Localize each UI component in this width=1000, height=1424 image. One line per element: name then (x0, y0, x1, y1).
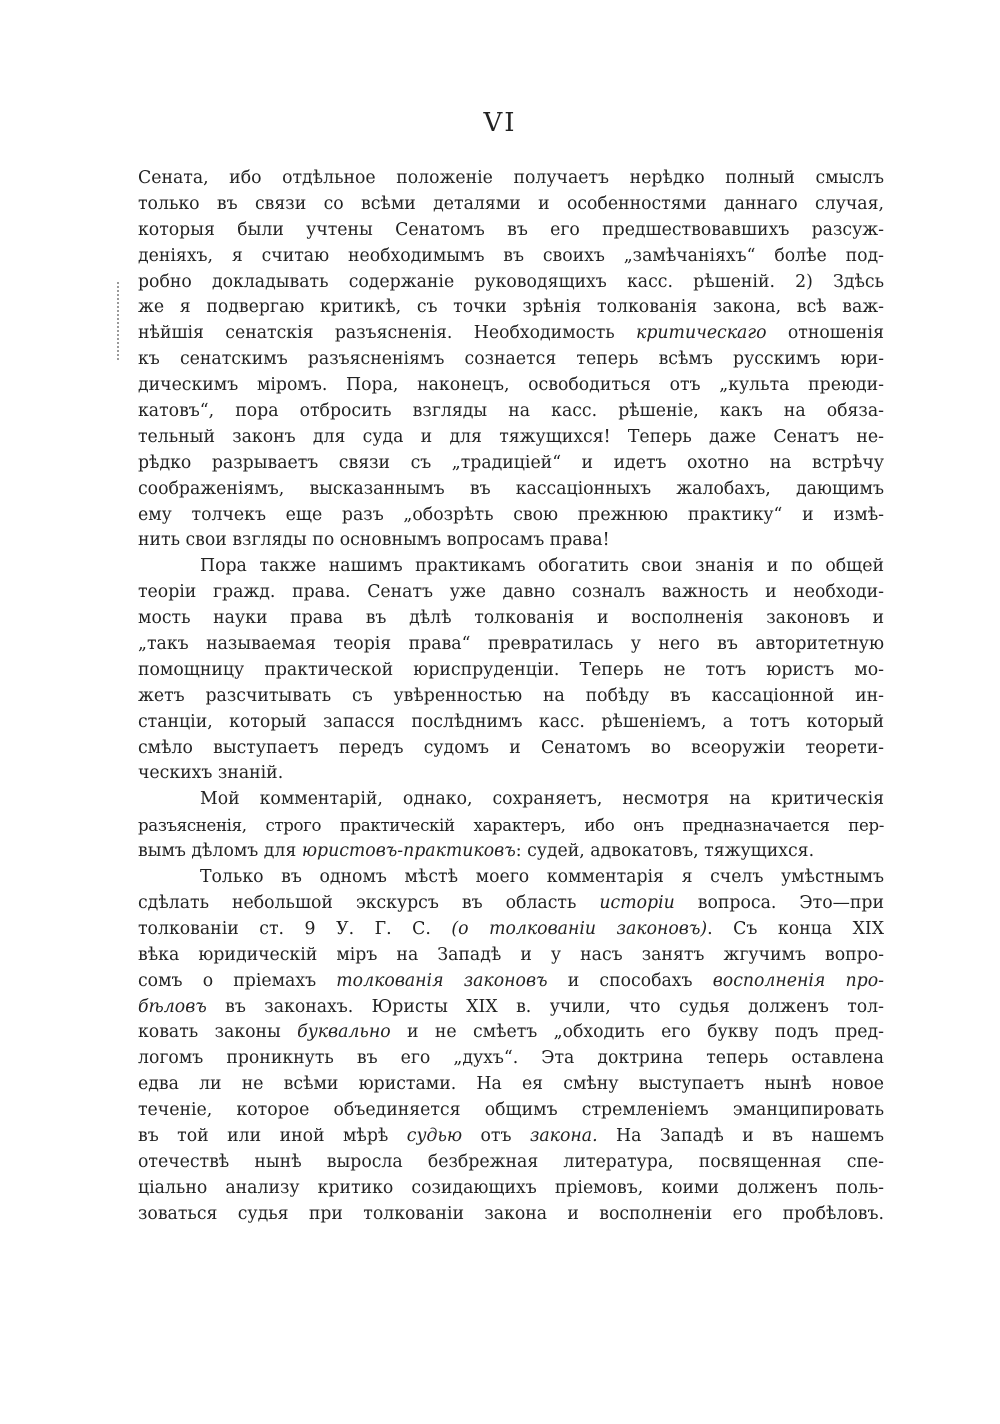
italic-text: закона. (529, 1125, 598, 1146)
text-segment: робно докладывать содержанiе руководящихъ касс. рѣшенiй. 2) Здѣсь (138, 271, 884, 292)
text-line (138, 761, 884, 787)
text-segment: нить свои взгляды по основнымъ вопросамъ права! (138, 530, 610, 551)
text-line (138, 736, 884, 762)
text-segment: и способахъ (547, 970, 713, 991)
text-segment: соображенiямъ, высказаннымъ въ кассацiонныхъ жалобахъ, дающимъ (138, 478, 884, 499)
text-line (138, 632, 884, 658)
text-segment: вопроса. Это—при (674, 892, 884, 913)
text-segment: сдѣлать небольшой экскурсъ въ область (138, 892, 600, 913)
text-line (138, 969, 884, 995)
text-segment: катовъ“, пора отбросить взгляды на касс. рѣшенiе, какъ на обяза- (138, 401, 884, 422)
text-line (138, 865, 884, 891)
text-line (138, 891, 884, 917)
italic-text: юристовъ-практиковъ (301, 841, 516, 862)
text-segment: вымъ дѣломъ для (138, 841, 302, 862)
text-segment: только въ связи со всѣми деталями и особенностями даннаго случая, (138, 193, 884, 214)
text-line (138, 787, 884, 813)
italic-text: бѣловъ (138, 996, 207, 1017)
text-line (138, 1046, 884, 1072)
text-line (138, 321, 884, 347)
text-segment: къ сенатскимъ разъясненiямъ сознается теперь всѣмъ русскимъ юри- (138, 349, 884, 370)
text-segment: тельный законъ для суда и для тяжущихся! Теперь даже Сенатъ не- (138, 426, 884, 447)
text-segment: Только въ одномъ мѣстѣ моего комментарiя я счелъ умѣстнымъ (200, 867, 884, 888)
text-segment: станцiи, который запасся послѣднимъ касс. рѣшенiемъ, а тотъ который (138, 711, 884, 732)
text-segment: ческихъ знанiй. (138, 763, 284, 784)
margin-pencil-mark (117, 282, 119, 360)
italic-text: критическаго (636, 323, 767, 344)
text-segment: жетъ разсчитывать съ увѣренностью на побѣду въ кассацiонной ин- (138, 685, 884, 706)
text-segment: мость науки права въ дѣлѣ толкованiя и восполненiя законовъ и (138, 608, 884, 629)
text-line (138, 580, 884, 606)
text-segment: На Западѣ и въ нашемъ (597, 1125, 884, 1146)
text-line (138, 1150, 884, 1176)
text-segment: въ той или иной мѣрѣ (138, 1125, 407, 1146)
text-line (138, 813, 884, 839)
text-segment: смѣло выступаетъ передъ судомъ и Сенатомъ во всеоружiи теорети- (138, 737, 884, 758)
text-line (138, 218, 884, 244)
italic-text: восполненiя про- (712, 970, 884, 991)
text-segment: вѣка юридическiй мiръ на Западѣ и у насъ занятъ жгучимъ вопро- (138, 944, 884, 965)
body-text (138, 166, 884, 1228)
text-segment: помощницу практической юриспруденцiи. Теперь не тотъ юристъ мо- (138, 659, 884, 680)
text-segment: разъясненiя, строго практическiй характеръ, ибо онъ предназначается пер- (138, 816, 884, 836)
text-segment: же я подвергаю критикѣ, съ точки зрѣнiя толкованiя закона, всѣ важ- (138, 297, 884, 318)
text-line (138, 1124, 884, 1150)
text-segment: Мой комментарiй, однако, сохраняетъ, несмотря на критическiя (200, 789, 884, 810)
text-line (138, 1176, 884, 1202)
text-segment: . Съ конца XIX (707, 918, 885, 939)
text-line (138, 1098, 884, 1124)
text-line (138, 995, 884, 1021)
text-segment: Сената, ибо отдѣльное положенiе получаетъ нерѣдко полный смыслъ (138, 168, 884, 188)
text-segment: отъ (462, 1125, 530, 1146)
text-line (138, 451, 884, 477)
page-number: VI (483, 108, 517, 138)
text-line (138, 1202, 884, 1228)
text-segment: которыя были учтены Сенатомъ въ его предшествовавшихъ разсуж- (138, 219, 884, 240)
text-segment: нѣйшiя сенатскiя разъясненiя. Необходимость (138, 323, 637, 344)
text-line (138, 425, 884, 451)
text-line (138, 684, 884, 710)
text-line (138, 839, 884, 865)
text-line (138, 270, 884, 296)
text-line (138, 347, 884, 373)
text-segment: рѣдко разрываетъ связи съ „традицiей“ и идетъ охотно на встрѣчу (138, 452, 884, 473)
text-segment: сомъ о прiемахъ (138, 970, 337, 991)
text-line (138, 503, 884, 529)
text-line (138, 373, 884, 399)
text-segment: денiяхъ, я считаю необходимымъ въ своихъ „замѣчанiяхъ“ болѣе под- (138, 245, 884, 266)
text-segment: въ законахъ. Юристы XIX в. учили, что судья долженъ тол- (206, 996, 884, 1017)
text-segment: отношенiя (766, 323, 884, 344)
text-line (138, 658, 884, 684)
text-line (138, 192, 884, 218)
text-line (138, 554, 884, 580)
text-line (138, 1020, 884, 1046)
text-segment: Пора также нашимъ практикамъ обогатить свои знанiя и по общей (200, 556, 884, 577)
text-line (138, 1072, 884, 1098)
text-segment: логомъ проникнуть въ его „духъ“. Эта доктрина теперь оставлена (138, 1048, 884, 1069)
text-line (138, 710, 884, 736)
italic-text: исторiи (599, 892, 675, 913)
text-line (138, 606, 884, 632)
text-line (138, 399, 884, 425)
text-line (138, 295, 884, 321)
text-line (138, 244, 884, 270)
text-segment: ковать законы (138, 1022, 298, 1043)
text-line (138, 477, 884, 503)
text-segment: едва ли не всѣми юристами. На ея смѣну выступаетъ нынѣ новое (138, 1074, 884, 1095)
text-line (138, 943, 884, 969)
italic-text: буквально (297, 1022, 391, 1043)
text-segment: зоваться судья при толкованiи закона и восполненiи его пробѣловъ. (138, 1203, 884, 1224)
text-line (138, 528, 884, 554)
text-segment: теченiе, которое объединяется общимъ стремленiемъ эманципировать (138, 1100, 884, 1121)
text-segment: дическимъ мiромъ. Пора, наконецъ, освободиться отъ „культа преюди- (138, 375, 884, 396)
text-line (138, 166, 884, 192)
text-segment: и не смѣетъ „обходить его букву подъ пред- (390, 1022, 884, 1043)
text-segment: отечествѣ нынѣ выросла безбрежная литература, посвященная спе- (138, 1151, 884, 1172)
text-segment: цiально анализу критико созидающихъ прiемовъ, коими долженъ поль- (138, 1177, 884, 1198)
text-segment: ему толчекъ еще разъ „обозрѣть свою прежнюю практику“ и измѣ- (138, 504, 884, 525)
italic-text: толкованiя законовъ (336, 970, 548, 991)
text-segment: : судей, адвокатовъ, тяжущихся. (515, 841, 815, 862)
text-line (138, 917, 884, 943)
text-segment: толкованiи ст. 9 У. Г. С. (138, 918, 452, 939)
text-segment: теорiи гражд. права. Сенатъ уже давно созналъ важность и необходи- (138, 582, 884, 603)
italic-text: (о толкованiи законовъ) (451, 918, 708, 939)
text-segment: „такъ называемая теорiя права“ превратилась у него въ авторитетную (138, 634, 884, 655)
italic-text: судью (406, 1125, 463, 1146)
